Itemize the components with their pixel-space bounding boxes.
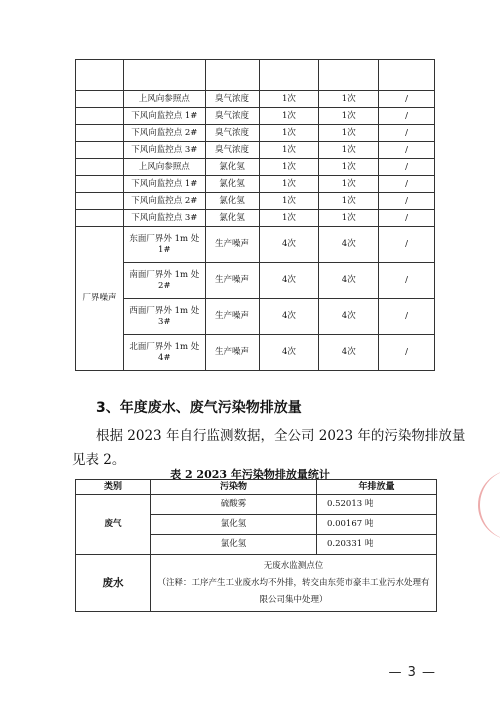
table-row — [76, 299, 435, 335]
table-cell: 上风向参照点 — [124, 159, 205, 176]
table-cell: 生产噪声 — [205, 299, 259, 335]
table-cell — [76, 60, 124, 91]
table-cell: / — [379, 227, 435, 263]
table-cell: 下风向监控点 2# — [124, 125, 205, 142]
table-row — [76, 108, 435, 125]
column-header: 年排放量 — [317, 480, 437, 495]
table-cell: 下风向监控点 1# — [124, 108, 205, 125]
table-row — [76, 193, 435, 210]
noise-category-cell: 厂界噪声 — [76, 227, 124, 371]
water-note-detail: （注释：工序产生工业废水均不外排，转交由东莞市豪丰工业污水处理有限公司集中处理） — [157, 577, 430, 605]
table-cell: 臭气浓度 — [205, 108, 259, 125]
paragraph-line: 根据 2023 年自行监测数据，全公司 2023 年的污染物排放量 — [96, 428, 466, 444]
table-cell: 氯化氢 — [205, 210, 259, 227]
table-cell: / — [379, 108, 435, 125]
table-cell: 1次 — [319, 125, 379, 142]
table-cell: 下风向监控点 2# — [124, 193, 205, 210]
section-heading: 3、年度废水、废气污染物排放量 — [96, 400, 302, 416]
body-paragraph — [72, 424, 466, 472]
table-cell: 0.00167 吨 — [317, 515, 437, 535]
table-row — [76, 263, 435, 299]
table-cell: 4次 — [259, 263, 319, 299]
table-cell: 1次 — [259, 125, 319, 142]
table-cell: 1次 — [319, 91, 379, 108]
table-cell: 下风向监控点 3# — [124, 142, 205, 159]
table-cell: 1次 — [259, 142, 319, 159]
column-header: 类别 — [76, 480, 151, 495]
table-cell: 硫酸雾 — [151, 495, 317, 515]
table-cell: 1次 — [259, 91, 319, 108]
table-cell — [259, 60, 319, 91]
table-cell: 1次 — [259, 159, 319, 176]
table-cell: 0.20331 吨 — [317, 535, 437, 555]
table-row — [76, 91, 435, 108]
table-cell: 臭气浓度 — [205, 125, 259, 142]
table-cell — [124, 60, 205, 91]
table-cell — [76, 176, 124, 193]
water-note-title: 无废水监测点位 — [263, 560, 324, 571]
table-cell: 下风向监控点 1# — [124, 176, 205, 193]
table-cell: 4次 — [259, 335, 319, 371]
table-cell: / — [379, 142, 435, 159]
table-cell: 下风向监控点 3# — [124, 210, 205, 227]
column-header: 污染物 — [151, 480, 317, 495]
table-cell — [319, 60, 379, 91]
table-cell — [76, 159, 124, 176]
table-cell: / — [379, 299, 435, 335]
table-row — [76, 142, 435, 159]
table-cell: 氯化氢 — [205, 176, 259, 193]
table-cell: 生产噪声 — [205, 263, 259, 299]
table-header-row — [76, 480, 437, 495]
table-cell: 氯化氢 — [151, 515, 317, 535]
table-cell: 1次 — [319, 210, 379, 227]
table-cell: 臭气浓度 — [205, 91, 259, 108]
table-cell: 4次 — [259, 299, 319, 335]
table-cell: 氯化氢 — [205, 159, 259, 176]
table-row — [76, 125, 435, 142]
paragraph-line: 见表 2。 — [72, 452, 126, 468]
table-cell — [76, 125, 124, 142]
table-cell: 4次 — [319, 227, 379, 263]
table-cell — [205, 60, 259, 91]
table-cell: 南面厂界外 1m 处 2# — [124, 263, 205, 299]
table-cell: 上风向参照点 — [124, 91, 205, 108]
table-caption: 表 2 2023 年污染物排放量统计 — [170, 468, 330, 481]
table-row — [76, 555, 437, 612]
gas-category-cell: 废气 — [76, 495, 151, 555]
table-row — [76, 335, 435, 371]
table-cell: 4次 — [319, 335, 379, 371]
table-cell: 4次 — [259, 227, 319, 263]
table-row — [76, 176, 435, 193]
table-cell: 1次 — [319, 176, 379, 193]
table-row — [76, 227, 435, 263]
table-row — [76, 159, 435, 176]
table-cell: 1次 — [259, 108, 319, 125]
monitoring-table — [75, 59, 435, 371]
table-cell: 1次 — [259, 210, 319, 227]
table-cell: 氯化氢 — [151, 535, 317, 555]
table-cell: 0.52013 吨 — [317, 495, 437, 515]
table-cell: / — [379, 210, 435, 227]
table-cell — [76, 193, 124, 210]
table-cell — [76, 91, 124, 108]
table-cell: 1次 — [319, 159, 379, 176]
table-cell: / — [379, 263, 435, 299]
table-cell: 1次 — [319, 193, 379, 210]
table-cell: 1次 — [319, 108, 379, 125]
table-cell: 生产噪声 — [205, 335, 259, 371]
table-cell: / — [379, 335, 435, 371]
table-row — [76, 210, 435, 227]
page-number: — 3 — — [388, 665, 436, 680]
table-cell: 西面厂界外 1m 处 3# — [124, 299, 205, 335]
table-cell: 1次 — [319, 142, 379, 159]
water-category-cell: 废水 — [76, 555, 151, 612]
table-row — [76, 495, 437, 515]
table-cell: / — [379, 159, 435, 176]
table-cell — [76, 210, 124, 227]
table-cell — [76, 108, 124, 125]
table-cell: / — [379, 125, 435, 142]
table-cell: 1次 — [259, 193, 319, 210]
table-cell — [76, 142, 124, 159]
table-cell: 生产噪声 — [205, 227, 259, 263]
table-cell: / — [379, 193, 435, 210]
table-cell: / — [379, 176, 435, 193]
table-cell: 4次 — [319, 263, 379, 299]
table-cell: 氯化氢 — [205, 193, 259, 210]
table-cell: 东面厂界外 1m 处 1# — [124, 227, 205, 263]
emissions-table — [75, 479, 437, 612]
table-cell: / — [379, 91, 435, 108]
table-cell: 臭气浓度 — [205, 142, 259, 159]
table-cell — [379, 60, 435, 91]
table-cell: 北面厂界外 1m 处 4# — [124, 335, 205, 371]
table-cell: 4次 — [319, 299, 379, 335]
water-note-cell — [151, 555, 437, 612]
table-cell: 1次 — [259, 176, 319, 193]
